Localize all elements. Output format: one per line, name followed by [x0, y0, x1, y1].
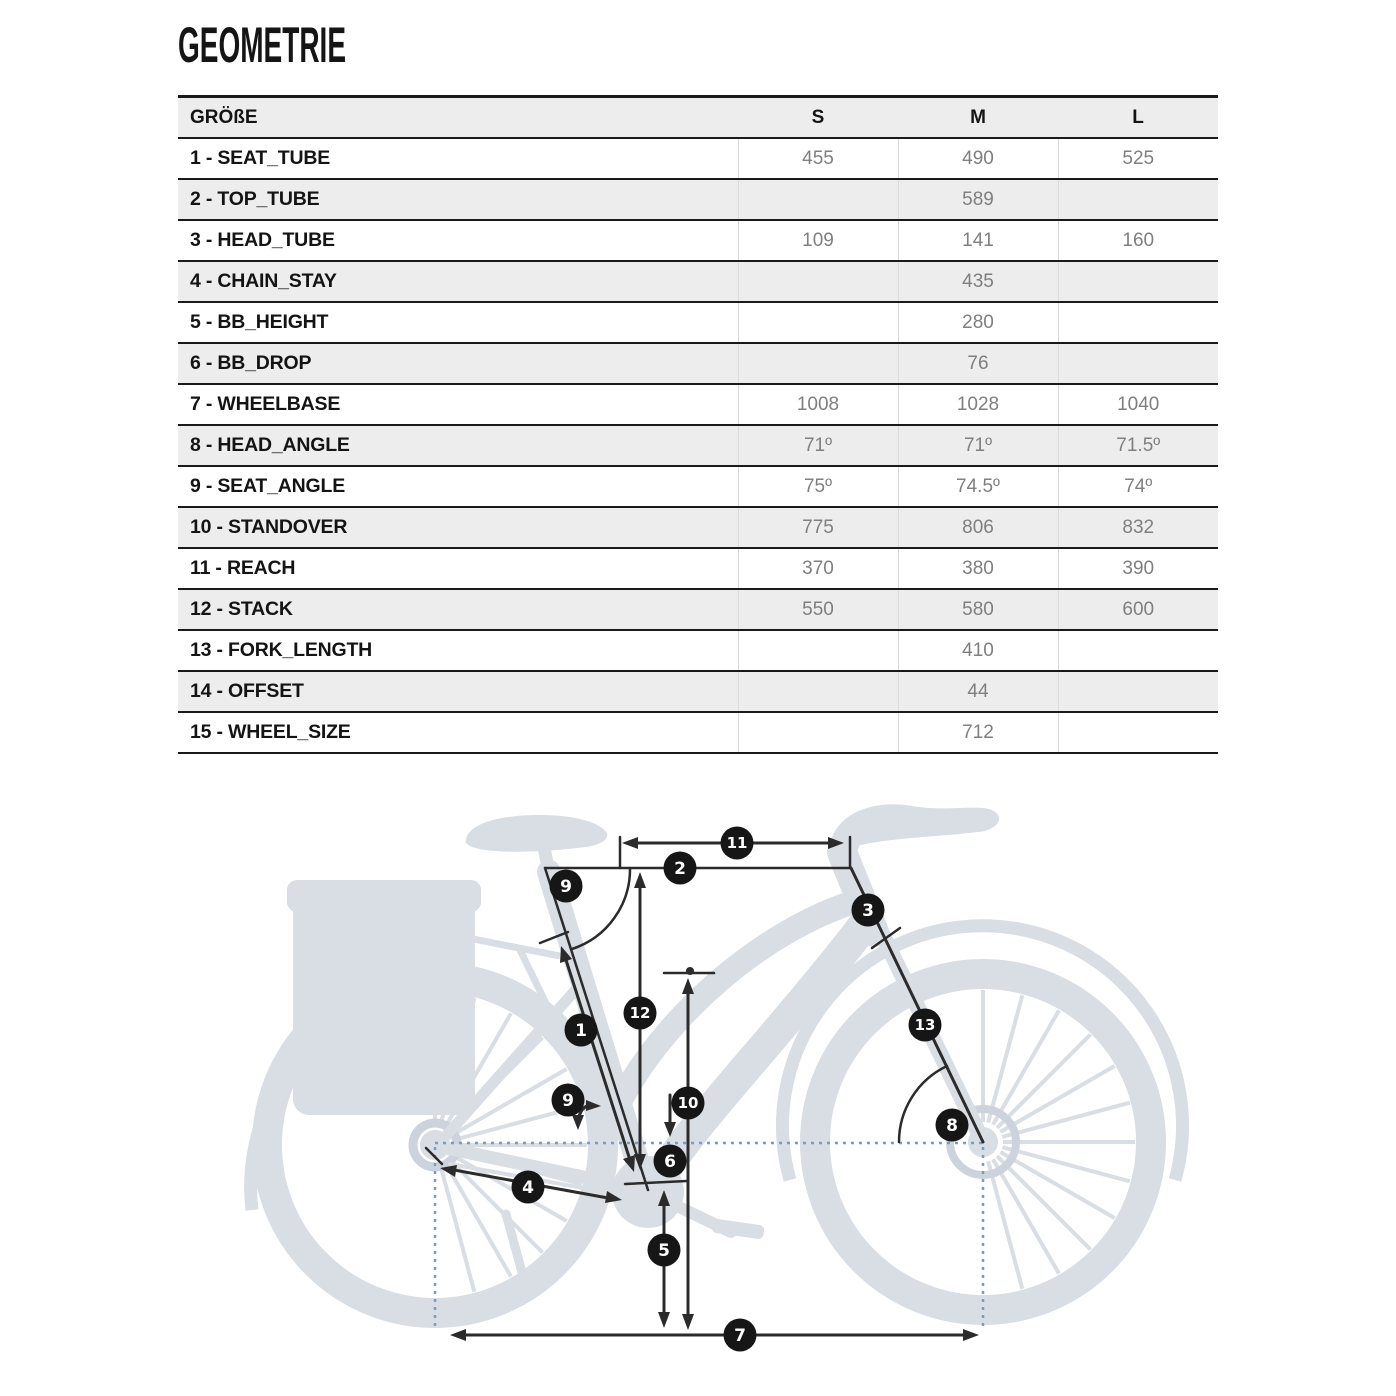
- value-l: [1058, 261, 1218, 302]
- svg-text:8: 8: [946, 1116, 958, 1136]
- value-m: 380: [898, 548, 1058, 589]
- value-m: 490: [898, 138, 1058, 179]
- value-m: 435: [898, 261, 1058, 302]
- value-m: 71º: [898, 425, 1058, 466]
- pannier-bag-icon: [293, 895, 475, 1115]
- callout-2: [664, 852, 697, 885]
- callout-11: [721, 827, 754, 860]
- table-row: [178, 138, 1218, 179]
- geometry-table: [178, 95, 1218, 754]
- table-row: [178, 630, 1218, 671]
- pedal-icon: [711, 1218, 764, 1239]
- value-l: 74º: [1058, 466, 1218, 507]
- table-row: [178, 384, 1218, 425]
- value-s: 550: [738, 589, 898, 630]
- svg-text:9: 9: [562, 1091, 574, 1111]
- row-label: 14 - OFFSET: [190, 680, 304, 702]
- svg-text:2: 2: [674, 859, 686, 879]
- value-m: 712: [898, 712, 1058, 753]
- geometry-diagram: [0, 780, 1396, 1396]
- value-s: 370: [738, 548, 898, 589]
- value-l: [1058, 712, 1218, 753]
- row-label: 10 - STANDOVER: [190, 516, 348, 538]
- value-l: [1058, 302, 1218, 343]
- table-row: [178, 179, 1218, 220]
- value-s: 75º: [738, 466, 898, 507]
- table-header-row: [178, 97, 1218, 139]
- svg-text:5: 5: [658, 1241, 670, 1261]
- value-l: 600: [1058, 589, 1218, 630]
- row-label: 12 - STACK: [190, 598, 293, 620]
- svg-text:9: 9: [560, 877, 572, 897]
- callout-9-seat-bottom: [552, 1084, 585, 1117]
- saddle-icon: [466, 815, 608, 852]
- value-m: 580: [898, 589, 1058, 630]
- row-label: 13 - FORK_LENGTH: [190, 639, 373, 661]
- row-label: 8 - HEAD_ANGLE: [190, 434, 350, 456]
- value-s: 775: [738, 507, 898, 548]
- callout-3: [852, 894, 885, 927]
- value-m: 74.5º: [898, 466, 1058, 507]
- table-row: [178, 712, 1218, 753]
- pannier-lid-icon: [287, 880, 481, 912]
- value-s: [738, 343, 898, 384]
- svg-text:12: 12: [629, 1004, 651, 1022]
- callout-10: [672, 1087, 705, 1120]
- value-m: 280: [898, 302, 1058, 343]
- value-l: 390: [1058, 548, 1218, 589]
- value-m: 76: [898, 343, 1058, 384]
- callout-9-seat-top: [550, 870, 583, 903]
- svg-text:11: 11: [726, 834, 748, 852]
- value-s: [738, 712, 898, 753]
- value-s: 455: [738, 138, 898, 179]
- value-l: 71.5º: [1058, 425, 1218, 466]
- value-s: [738, 302, 898, 343]
- value-s: [738, 630, 898, 671]
- value-m: 44: [898, 671, 1058, 712]
- value-s: 71º: [738, 425, 898, 466]
- dimension-annotations: [426, 837, 983, 1341]
- value-m: 141: [898, 220, 1058, 261]
- value-s: 109: [738, 220, 898, 261]
- value-m: 806: [898, 507, 1058, 548]
- table-row: [178, 548, 1218, 589]
- table-row: [178, 466, 1218, 507]
- callout-1: [565, 1014, 598, 1047]
- table-row: [178, 343, 1218, 384]
- svg-text:7: 7: [734, 1326, 746, 1346]
- value-l: [1058, 179, 1218, 220]
- column-m: M: [898, 97, 1058, 139]
- page-title: GEOMETRIE: [178, 17, 347, 73]
- callout-7: [724, 1319, 757, 1352]
- value-l: 525: [1058, 138, 1218, 179]
- svg-text:10: 10: [677, 1094, 699, 1112]
- callout-4: [512, 1171, 545, 1204]
- svg-text:3: 3: [862, 901, 874, 921]
- callout-13: [909, 1009, 942, 1042]
- value-m: 1028: [898, 384, 1058, 425]
- value-s: [738, 179, 898, 220]
- handlebar-icon: [830, 804, 999, 849]
- row-label: 6 - BB_DROP: [190, 352, 312, 374]
- row-label: 4 - CHAIN_STAY: [190, 270, 337, 292]
- svg-text:4: 4: [522, 1178, 534, 1198]
- table-row: [178, 589, 1218, 630]
- value-m: 589: [898, 179, 1058, 220]
- value-l: 832: [1058, 507, 1218, 548]
- table-row: [178, 220, 1218, 261]
- callout-8: [936, 1109, 969, 1142]
- table-row: [178, 261, 1218, 302]
- value-l: [1058, 630, 1218, 671]
- svg-text:1: 1: [575, 1021, 587, 1041]
- value-s: [738, 671, 898, 712]
- svg-text:6: 6: [664, 1152, 676, 1172]
- row-label: 5 - BB_HEIGHT: [190, 311, 329, 333]
- table-row: [178, 425, 1218, 466]
- table-row: [178, 671, 1218, 712]
- row-label: 11 - REACH: [190, 557, 296, 579]
- table-row: [178, 507, 1218, 548]
- row-label: 7 - WHEELBASE: [190, 393, 341, 415]
- row-label: 15 - WHEEL_SIZE: [190, 721, 351, 743]
- size-header: GRÖßE: [178, 97, 738, 139]
- column-l: L: [1058, 97, 1218, 139]
- svg-text:13: 13: [914, 1016, 936, 1034]
- callout-12: [624, 997, 657, 1030]
- value-s: [738, 261, 898, 302]
- callout-5: [648, 1234, 681, 1267]
- column-s: S: [738, 97, 898, 139]
- bike-silhouette: [251, 804, 1183, 1313]
- value-l: 1040: [1058, 384, 1218, 425]
- row-label: 9 - SEAT_ANGLE: [190, 475, 346, 497]
- value-m: 410: [898, 630, 1058, 671]
- table-row: [178, 302, 1218, 343]
- value-l: [1058, 671, 1218, 712]
- value-s: 1008: [738, 384, 898, 425]
- row-label: 3 - HEAD_TUBE: [190, 229, 335, 251]
- value-l: 160: [1058, 220, 1218, 261]
- row-label: 2 - TOP_TUBE: [190, 188, 320, 210]
- row-label: 1 - SEAT_TUBE: [190, 147, 331, 169]
- value-l: [1058, 343, 1218, 384]
- callout-6: [654, 1145, 687, 1178]
